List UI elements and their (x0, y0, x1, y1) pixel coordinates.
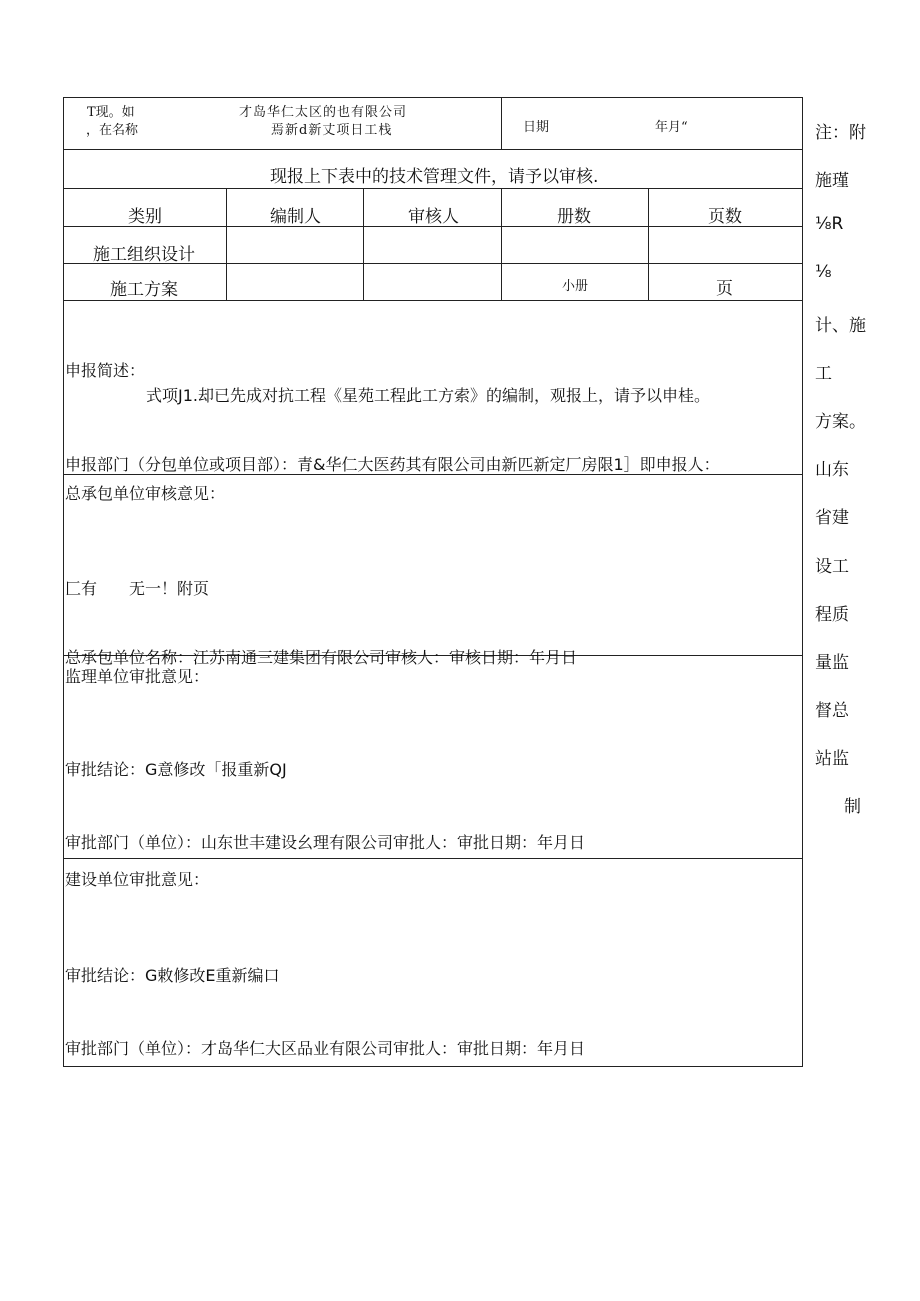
col-line-2 (363, 188, 364, 300)
gc-attachment: 匚有 无一！附页 (65, 579, 210, 598)
gc-footer-clip (64, 645, 802, 667)
col-header-author: 编制人 (270, 207, 321, 227)
header-company-line2: 焉新d新丈项日工栈 (271, 123, 393, 138)
header-left-line2: ，在名称 (86, 123, 139, 138)
supervision-title: 监理单位审批意见： (65, 667, 210, 686)
side-note-10: 设工 (815, 557, 849, 577)
frame-right-upper (802, 97, 803, 655)
owner-conclusion: 审批结论：G敕修改E重新编口 (65, 966, 280, 985)
declaration-body: 式项J1.却已先成对抗工程《星苑工程此工方索》的编制，观报上，请予以申桂。 (146, 386, 710, 405)
row-line-intro (63, 188, 803, 189)
side-note-3: ⅛R (815, 214, 844, 234)
side-note-15: 制 (844, 797, 861, 817)
col-header-pages: 页数 (708, 207, 742, 227)
row-line-header (63, 149, 803, 150)
supervision-dept: 审批部门（单位）：山东世丰建设幺理有限公司审批人：审批日期：年月日 (65, 833, 586, 852)
owner-dept: 审批部门（单位）：才岛华仁大区品业有限公司审批人：审批日期：年月日 (65, 1039, 586, 1058)
side-note-6: 工 (815, 364, 832, 384)
date-value: 年月“ (655, 120, 688, 135)
side-note-14: 站监 (815, 749, 849, 769)
side-note-7: 方案。 (815, 412, 866, 432)
side-note-1: 注：附 (815, 123, 866, 143)
col-line-1 (226, 188, 227, 300)
col-header-reviewer: 审核人 (408, 207, 459, 227)
header-divider (501, 97, 502, 149)
declaration-title: 申报简述： (65, 361, 146, 380)
frame-left (63, 97, 64, 1067)
frame-right-lower (802, 655, 803, 1067)
side-note-4: ⅛ (815, 262, 832, 282)
supervision-conclusion: 审批结论：G意修改「报重新QJ (65, 760, 287, 779)
col-line-3 (501, 188, 502, 300)
header-company-line1: 才岛华仁太区的也有限公司 (239, 105, 408, 120)
side-note-13: 督总 (815, 701, 849, 721)
frame-bottom (63, 1066, 803, 1067)
col-header-category: 类别 (128, 207, 162, 227)
row1-category: 施工组织设计 (93, 245, 195, 265)
side-note-2: 施瑾 (815, 171, 849, 191)
row2-pages: 页 (716, 279, 733, 299)
owner-title: 建设单位审批意见： (65, 870, 210, 889)
side-note-5: 计、施 (815, 316, 866, 336)
side-note-12: 量监 (815, 653, 849, 673)
side-note-8: 山东 (815, 460, 849, 480)
col-header-volumes: 册数 (557, 207, 591, 227)
gc-footer-cut: 总承包单位名称：江苏南通三建集团有限公司审核人：审核日期：年月日 (65, 648, 578, 667)
intro-text: 现报上下表中的技术管理文件，请予以审核. (270, 167, 599, 187)
gc-title: 总承包单位审核意见： (65, 484, 226, 503)
side-note-9: 省建 (815, 508, 849, 528)
side-note-11: 程质 (815, 605, 849, 625)
frame-top (63, 97, 803, 98)
header-left-line1: T现。如 (87, 105, 135, 120)
row-line-r2 (63, 300, 803, 301)
col-line-4 (648, 188, 649, 300)
row2-volumes: 小册 (562, 279, 589, 294)
date-label: 日期 (523, 120, 550, 135)
declaration-dept: 申报部门（分包单位或项目部）：青&华仁大医药其有限公司由新匹新定厂房限1］即申报人： (65, 455, 720, 474)
row2-category: 施工方案 (110, 280, 178, 300)
row-line-supervision (63, 858, 803, 859)
